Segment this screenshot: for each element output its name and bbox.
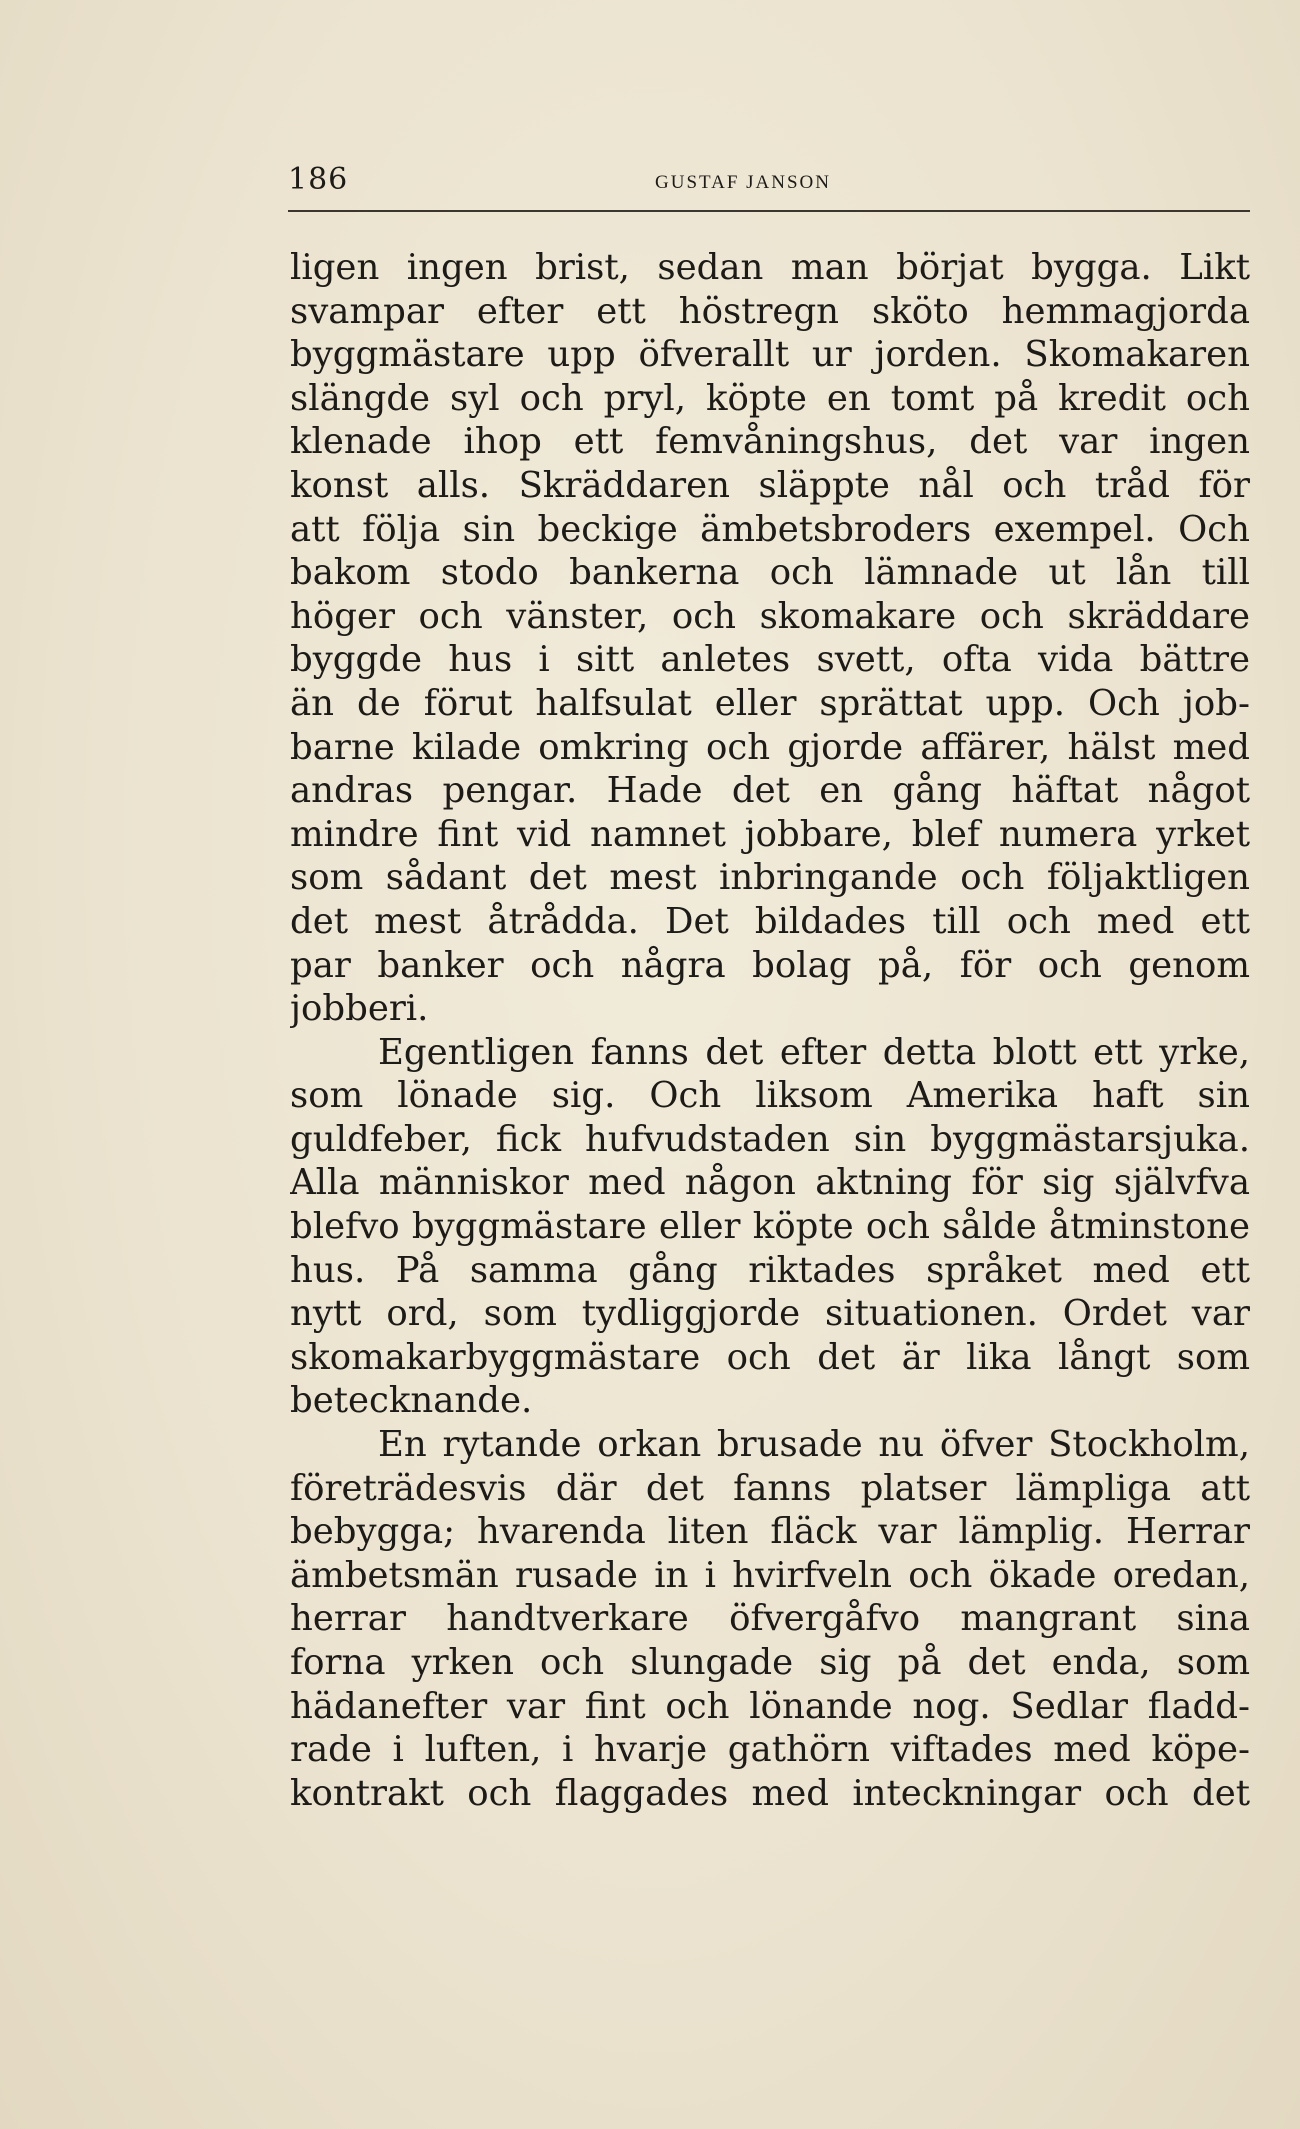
- text-line: än de förut halfsulat eller sprättat upp. Och job-: [290, 682, 1250, 724]
- text-line: ligen ingen brist, sedan man börjat bygga. Likt: [290, 247, 1250, 288]
- text-line: forna yrken och slungade sig på det enda, som: [290, 1642, 1250, 1683]
- text-line: En rytande orkan brusade nu öfver Stockholm,: [378, 1424, 1250, 1466]
- text-line: mindre fint vid namnet jobbare, blef numera yrket: [290, 813, 1250, 855]
- text-line: höger och vänster, och skomakare och skräddare: [290, 595, 1250, 637]
- page-number: 186: [288, 162, 349, 197]
- text-line: företrädesvis där det fanns platser lämpliga att: [290, 1467, 1250, 1509]
- text-line: det mest åtrådda. Det bildades till och med ett: [290, 900, 1250, 942]
- text-line: att följa sin beckige ämbetsbroders exempel. Och: [290, 508, 1250, 550]
- text-line: blefvo byggmästare eller köpte och sålde åtminstone: [290, 1206, 1250, 1248]
- text-line: svampar efter ett höstregn sköto hemmagjorda: [290, 290, 1250, 332]
- text-line: som sådant det mest inbringande och följaktligen: [290, 857, 1250, 899]
- text-line: jobberi.: [290, 988, 429, 1030]
- text-line: rade i luften, i hvarje gathörn viftades med köpe-: [290, 1729, 1250, 1771]
- text-line: skomakarbyggmästare och det är lika långt som: [290, 1336, 1250, 1378]
- text-line: byggmästare upp öfverallt ur jorden. Skomakaren: [290, 334, 1250, 376]
- text-line: herrar handtverkare öfvergåfvo mangrant sina: [290, 1598, 1250, 1640]
- text-line: hus. På samma gång riktades språket med ett: [290, 1249, 1250, 1291]
- text-line: betecknande.: [290, 1380, 533, 1422]
- text-line: bakom stodo bankerna och lämnade ut lån till: [290, 552, 1250, 594]
- text-line: ämbetsmän rusade in i hvirfveln och ökade oredan,: [290, 1554, 1250, 1596]
- text-line: guldfeber, fick hufvudstaden sin byggmästarsjuka.: [290, 1118, 1250, 1160]
- text-line: bebygga; hvarenda liten fläck var lämplig. Herrar: [290, 1511, 1250, 1553]
- text-line: kontrakt och flaggades med inteckningar och det: [290, 1772, 1250, 1814]
- body-text: [290, 246, 1250, 1815]
- text-line: par banker och några bolag på, för och genom: [290, 944, 1250, 986]
- text-line: som lönade sig. Och liksom Amerika haft sin: [290, 1075, 1250, 1117]
- text-line: nytt ord, som tydliggjorde situationen. Ordet var: [290, 1293, 1250, 1335]
- header-rule: [288, 210, 1250, 212]
- text-line: Alla människor med någon aktning för sig självfva: [290, 1162, 1250, 1204]
- page-header: [288, 162, 1248, 202]
- text-line: byggde hus i sitt anletes svett, ofta vida bättre: [290, 639, 1250, 681]
- text-line: hädanefter var fint och lönande nog. Sedlar fladd-: [290, 1685, 1250, 1727]
- text-line: Egentligen fanns det efter detta blott ett yrke,: [378, 1031, 1250, 1073]
- text-line: andras pengar. Hade det en gång häftat något: [290, 770, 1250, 812]
- text-line: slängde syl och pryl, köpte en tomt på kredit och: [290, 377, 1250, 419]
- text-line: klenade ihop ett femvåningshus, det var ingen: [290, 421, 1250, 463]
- running-head: GUSTAF JANSON: [655, 172, 831, 193]
- text-line: barne kilade omkring och gjorde affärer, hälst med: [290, 726, 1250, 768]
- text-line: konst alls. Skräddaren släppte nål och tråd för: [290, 464, 1250, 506]
